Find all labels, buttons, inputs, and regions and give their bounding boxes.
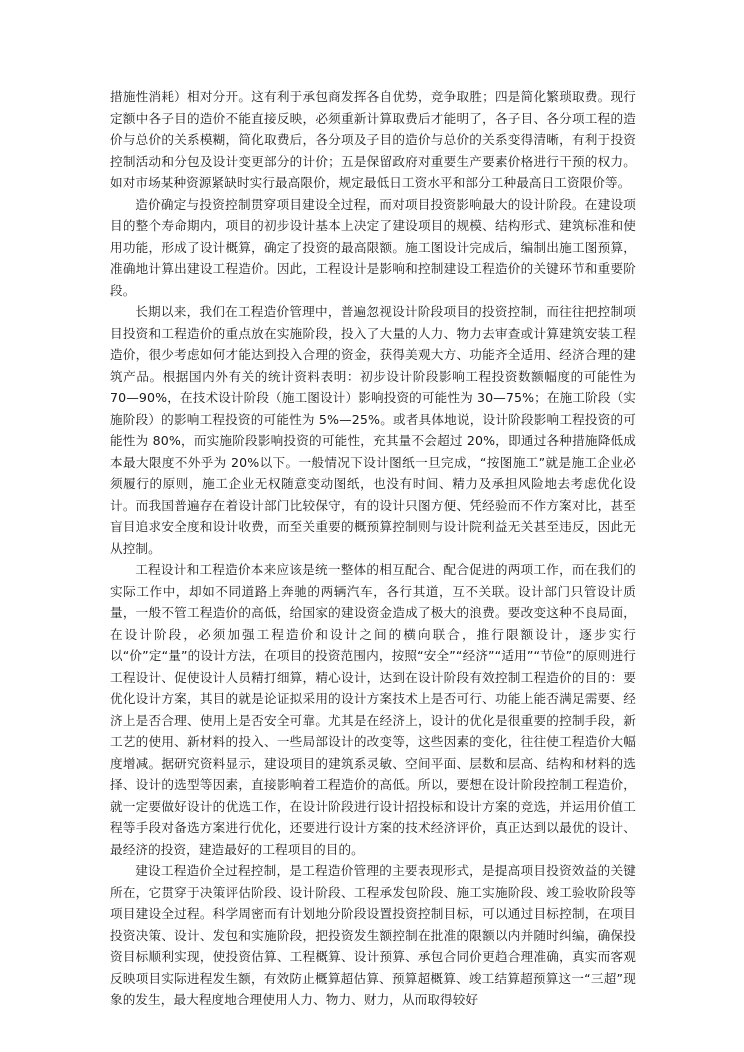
paragraph-investment-control-statistics: 长期以来，我们在工程造价管理中，普遍忽视设计阶段项目的投资控制，而往往把控制项目投资和工程造价的重点放在实施阶段，投入了大量的人力、物力去审查或计算建筑安装工程造价，很少考虑如何才能达到投入合理的资金，获得美观大方、功能齐全适用、经济合理的建筑产品。根据国内外有关的统计资料表明：初步设计阶段影响工程投资数额幅度的可能性为 70—90%，在技术设计阶段（施工图设计）影响投资的可能性为 30—75%；在施工阶段（实施阶段）的影响工程投资的可能性为 5%—25%。或者具体地说，设计阶段影响工程投资的可能性为 80%，而实施阶段影响投资的可能性，充其量不会超过 20%，即通过各种措施降低成本最大限度不外乎为 20%以下。一般情况下设计图纸一旦完成，“按图施工”就是施工企业必须履行的原则，施工企业无权随意变动图纸，也没有时间、精力及承担风险地去考虑优化设计。而我国普遍存在着设计部门比较保守，有的设计只图方便、凭经验而不作方案对比，甚至盲目追求安全度和设计收费，而至关重要的概预算控制则与设计院利益无关甚至违反，因此无从控制。	[110, 304, 636, 556]
paragraph-design-and-cost-integration: 工程设计和工程造价本来应该是统一整体的相互配合、配合促进的两项工作，而在我们的实际工作中，却如不同道路上奔驰的两辆汽车，各行其道，互不关联。设计部门只管设计质量，一般不管工程造价的高低，给国家的建设资金造成了极大的浪费。要改变这种不良局面，在设计阶段，必须加强工程造价和设计之间的横向联合，推行限额设计，逐步实行以“价”定“量”的设计方法，在项目的投资范围内，按照“安全”“经济”“适用”“节俭”的原则进行工程设计、促使设计人员精打细算，精心设计，达到在设计阶段有效控制工程造价的目的：要优化设计方案，其目的就是论证拟采用的设计方案技术上是否可行、功能上能否满足需要、经济上是否合理、使用上是否安全可靠。尤其是在经济上，设计的优化是很重要的控制手段，新工艺的使用、新材料的投入、一些局部设计的改变等，这些因素的变化，往往使工程造价大幅度增减。据研究资料显示，建设项目的建筑系灵敏、空间平面、层数和层高、结构和材料的选择、设计的选型等因素，直接影响着工程造价的高低。所以，要想在设计阶段控制工程造价，就一定要做好设计的优选工作，在设计阶段进行设计招投标和设计方案的竞选，并运用价值工程等手段对备选方案进行优化，还要进行设计方案的技术经济评价，真正达到以最优的设计、最经济的投资，建造最好的工程项目的目的。	[110, 562, 636, 857]
paragraph-design-stage-importance: 造价确定与投资控制贯穿项目建设全过程，而对项目投资影响最大的设计阶段。在建设项目的整个寿命期内，项目的初步设计基本上决定了建设项目的规模、结构形式、建筑标准和使用功能，形成了设计概算，确定了投资的最高限额。施工图设计完成后，编制出施工图预算，准确地计算出建设工程造价。因此，工程设计是影响和控制建设工程造价的关键环节和重要阶段。	[110, 196, 636, 298]
paragraph-whole-process-control: 建设工程造价全过程控制，是工程造价管理的主要表现形式，是提高项目投资效益的关键所在，它贯穿于决策评估阶段、设计阶段、工程承发包阶段、施工实施阶段、竣工验收阶段等项目建设全过程。科学周密而有计划地分阶段设置投资控制目标，可以通过目标控制，在项目投资决策、设计、发包和实施阶段，把投资发生额控制在批准的限额以内并随时纠编，确保投资目标顺利实现，使投资估算、工程概算、设计预算、承包合同价更趋合理准确，真实而客观反映项目实际进程发生额，有效防止概算超估算、预算超概算、竣工结算超预算这一“三超”现象的发生，最大程度地合理使用人力、物力、财力，从而取得较好	[110, 863, 636, 1007]
document-body	[110, 86, 636, 1011]
paragraph-continuation: 措施性消耗）相对分开。这有利于承包商发挥各自优势，竞争取胜；四是简化繁琐取费。现行定额中各子目的造价不能直接反映，必须重新计算取费后才能明了，各子目、各分项工程的造价与总价的关系模糊，简化取费后，各分项及子目的造价与总价的关系变得清晰，有利于投资控制活动和分包及设计变更部分的计价；五是保留政府对重要生产要素价格进行干预的权力。如对市场某种资源紧缺时实行最高限价，规定最低日工资水平和部分工种最高日工资限价等。	[110, 89, 636, 190]
